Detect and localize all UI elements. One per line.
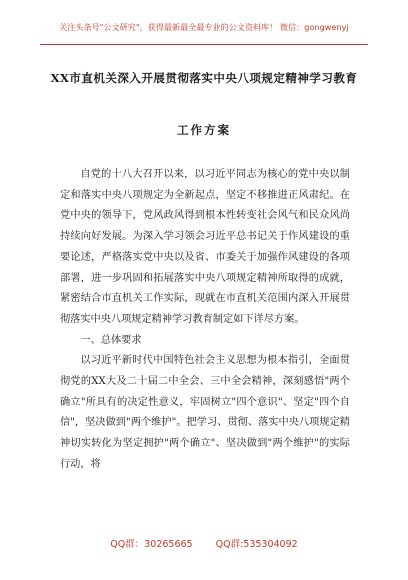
document-body [60,165,350,476]
footer-qq-group-1: QQ群：30265665 [110,539,193,550]
header-divider [40,44,368,45]
footer-contact [0,536,408,550]
document-title: XX市直机关深入开展贯彻落实中央八项规定精神学习教育 [50,71,358,85]
paragraph-guiding-ideology: 以习近平新时代中国特色社会主义思想为根本指引，全面贯彻党的XX大及二十届二中全会、三中全会精神，深刻感悟"两个确立"所具有的决定性意义，牢固树立"四个意识"、坚定"四个自信"，坚决做到"两个维护"。把学习、贯彻、落实中央八项规定精神切实转化为坚定拥护"两个确立"、坚决做到"两个维护"的实际行动，将 [60,355,350,470]
section-heading-general-requirements: 一、总体要求 [80,334,142,346]
document-subtitle: 工作方案 [177,123,231,137]
header-promo-note: 关注头条号"公文研究"，获得最新最全最专业的公文资料库！ 微信：gongwenyj [59,23,349,32]
footer-qq-group-2: QQ群:535304092 [215,539,298,550]
paragraph-intro: 自党的十八大召开以来，以习近平同志为核心的党中央以制定和落实中央八项规定为全新起点，坚定不移推进正风肃纪。在党中央的领导下，党风政风得到根本性转变社会风气和民众风尚持续向好发展。为深入学习领会习近平总书记关于作风建设的重要论述，严格落实党中央以及省、市委关于加强作风建设的各项部署，进一步巩固和拓展落实中央八项规定精神所取得的成就，紧密结合市直机关工作实际，现就在市直机关范围内深入开展贯彻落实中央八项规定精神学习教育制定如下详尽方案。 [60,169,350,325]
